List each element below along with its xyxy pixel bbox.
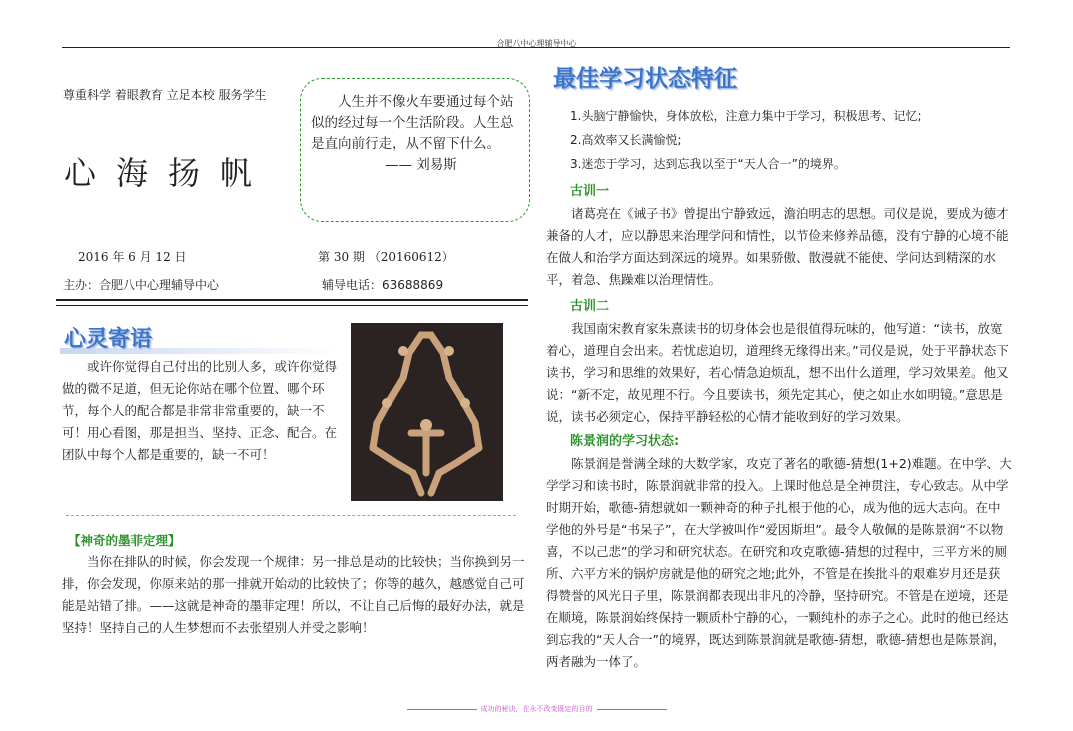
section-title-best-state: 最佳学习状态特征 [553, 65, 737, 92]
issue-number: 第 30 期 （20160612） [318, 250, 454, 264]
quote-text: 人生并不像火车要通过每个站似的经过每一个生活阶段。人生总是直向前行走，从不留下什么。 [311, 94, 514, 152]
section-divider [66, 515, 516, 516]
guxun1-heading: 古训一 [570, 184, 610, 199]
murphy-section-title: 【神奇的墨菲定理】 [68, 533, 181, 548]
footer-text: 成功的秘诀，在永不改变既定的目的 [480, 705, 593, 713]
chen-heading: 陈景润的学习状态: [570, 434, 680, 449]
feature-list-item: 1.头脑宁静愉快，身体放松，注意力集中于学习，积极思考、记忆; [570, 109, 922, 123]
page-header-text: 合肥八中心理辅导中心 [496, 39, 577, 48]
xinling-paragraph: 或许你觉得自己付出的比别人多，或许你觉得做的微不足道，但无论你站在哪个位置、哪个环节，每个人的配合都是非常非常重要的，缺一不可！用心看图，那是担当、坚持、正念、配合。在团队中每个人都是重要的，缺一不可！ [62, 359, 338, 462]
host-organization: 主办：合肥八中心理辅导中心 [63, 278, 220, 292]
guxun2-paragraph: 我国南宋教育家朱熹读书的切身体会也是很值得玩味的，他写道：“读书，放宽着心，道理自会出来。若忧虑迫切，道理终无缘得出来。”司仪是说，处于平静状态下读书，学习和思维的效果好，若心情急迫烦乱，想不出什么道理，学习效果差。他又说：“新不定，故见理不行。今且要读书，须先定其心，使之如止水如明镜。”意思是说，读书必须定心，保持平静轻松的心情才能收到好的学习效果。 [546, 321, 1009, 424]
section-title-xinling: 心灵寄语 [64, 326, 153, 352]
acrobats-illustration [351, 323, 503, 501]
motto: 尊重科学 着眼教育 立足本校 服务学生 [63, 88, 267, 102]
feature-list-item: 2.高效率又长满愉悦; [570, 133, 682, 147]
header-divider [62, 47, 1010, 48]
page-footer [0, 704, 1073, 714]
masthead-title: 心海扬帆 [64, 154, 273, 192]
feature-list-item: 3.迷恋于学习，达到忘我以至于“天人合一”的境界。 [570, 157, 846, 171]
murphy-paragraph: 当你在排队的时候，你会发现一个规律：另一排总是动的比较快；当你换到另一排，你会发现，你原来站的那一排就开始动的比较快了；你等的越久，越感觉自己可能是站错了排。——这就是神奇的墨菲定理！所以，不让自己后悔的最好办法，就是坚持！坚持自己的人生梦想而不去张望别人并受之影响！ [62, 554, 525, 635]
feature-list [570, 104, 922, 176]
issue-date: 2016 年 6 月 12 日 [78, 250, 187, 264]
quote-box [300, 78, 530, 222]
acrobatic-team-photo [351, 323, 503, 501]
guxun1-paragraph: 诸葛亮在《诫子书》曾提出宁静致远，澹泊明志的思想。司仪是说，要成为德才兼备的人才，应以静思来治理学问和情性，以节俭来修养品德，没有宁静的心境不能在做人和治学方面达到深远的境界。如果骄傲、散漫就不能使、学问达到精深的水平，着急、焦躁难以治理情性。 [546, 206, 1009, 287]
footer-line-left [407, 709, 477, 710]
guxun2-heading: 古训二 [570, 299, 610, 314]
counsel-phone: 辅导电话：63688869 [322, 278, 444, 292]
quote-author: —— 刘易斯 [385, 157, 457, 173]
footer-line-right [597, 709, 667, 710]
double-rule-bottom [56, 305, 528, 306]
chen-paragraph: 陈景润是誉满全球的大数学家，攻克了著名的歌德-猜想(1+2)难题。在中学、大学学习和读书时，陈景润就非常的投入。上课时他总是全神贯注，专心致志。从中学时期开始，歌德-猜想就如一颗神奇的种子扎根于他的心，成为他的远大志向。在中学他的外号是“书呆子”，在大学被叫作“爱因斯坦”。最令人敬佩的是陈景润“不以物喜，不以己悲”的学习和研究状态。在研究和攻克歌德-猜想的过程中，三平方米的厕所、六平方米的锅炉房就是他的研究之地;此外，不管是在挨批斗的艰难岁月还是获得赞誉的风光日子里，陈景润都表现出非凡的冷静，坚持研究。不管是在逆境，还是在顺境，陈景润始终保持一颗质朴宁静的心，一颗纯朴的赤子之心。此时的他已经达到忘我的“天人合一”的境界，既达到陈景润就是歌德-猜想，歌德-猜想也是陈景润，两者融为一体了。 [546, 456, 1012, 669]
double-rule-top [56, 299, 528, 301]
